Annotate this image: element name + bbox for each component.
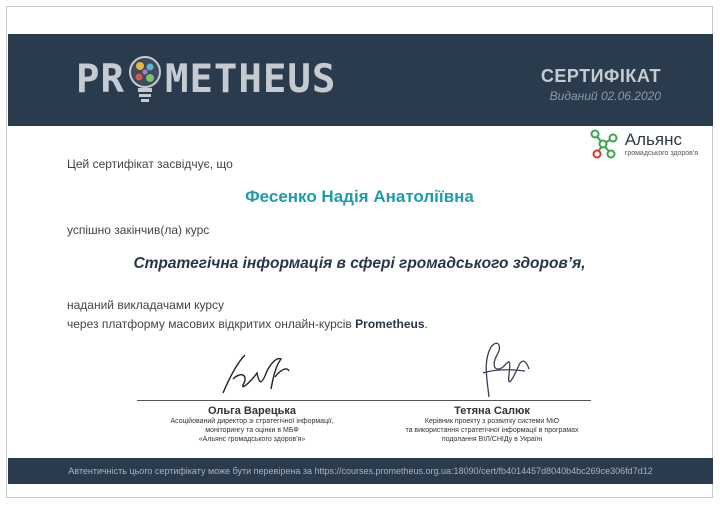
signer-role-line: подолання ВІЛ/СНІДу в Україні — [441, 436, 543, 443]
signature-left — [215, 349, 295, 397]
partner-name: Альянс — [624, 129, 682, 149]
course-title: Стратегічна інформація в сфері громадського здоров’я, — [133, 255, 586, 272]
verification-footer: Автентичність цього сертифікату може бути перевірена за https://courses.prometheus.org.ua:18090/cert/fb4014457d8040b4bc269ce306fd7d12 — [8, 458, 713, 484]
signer-name: Ольга Варецька — [208, 405, 296, 417]
signer-role-line: Керівник проекту з розвитку системи МіО — [424, 418, 560, 425]
platform-name: Prometheus — [355, 317, 425, 331]
certificate-title-block — [541, 66, 661, 103]
partner-logo — [587, 128, 698, 160]
signer-role-line: моніторингу та оцінки в МБФ — [205, 427, 299, 434]
signer-name: Тетяна Салюк — [454, 405, 530, 417]
provided-line: наданий викладачами курсу — [67, 298, 225, 312]
platform-line-suffix: . — [424, 317, 428, 331]
recipient-name: Фесенко Надія Анатоліївна — [245, 187, 474, 206]
signer-role-line: та використання стратегічної інформації в програмах — [405, 427, 579, 434]
certificate-title: СЕРТИФІКАТ — [540, 66, 661, 86]
prometheus-logo — [76, 52, 336, 108]
issued-date: Виданий 02.06.2020 — [549, 89, 661, 103]
signature-line — [137, 400, 591, 401]
signer-role-line: «Альянс громадського здоров'я» — [198, 436, 306, 443]
lightbulb-icon — [125, 52, 165, 108]
signer-left — [137, 405, 367, 444]
platform-line-prefix: через платформу масових відкритих онлайн-курсів — [67, 317, 356, 331]
signer-role-line: Асоційований директор зі стратегічної інформації, — [170, 418, 334, 425]
signer-right — [377, 405, 607, 444]
signature-right — [469, 339, 539, 399]
certifies-text: Цей сертифікат засвідчує, що — [67, 157, 233, 171]
alliance-molecule-icon — [587, 128, 619, 160]
partner-subtitle: громадського здоров'я — [624, 149, 698, 157]
certificate — [6, 6, 713, 498]
platform-line — [67, 317, 428, 331]
logo-text-right: METHEUS — [164, 57, 337, 102]
logo-text-left: PR — [76, 57, 125, 102]
certificate-header — [8, 34, 713, 126]
completed-text: успішно закінчив(ла) курс — [67, 223, 210, 237]
